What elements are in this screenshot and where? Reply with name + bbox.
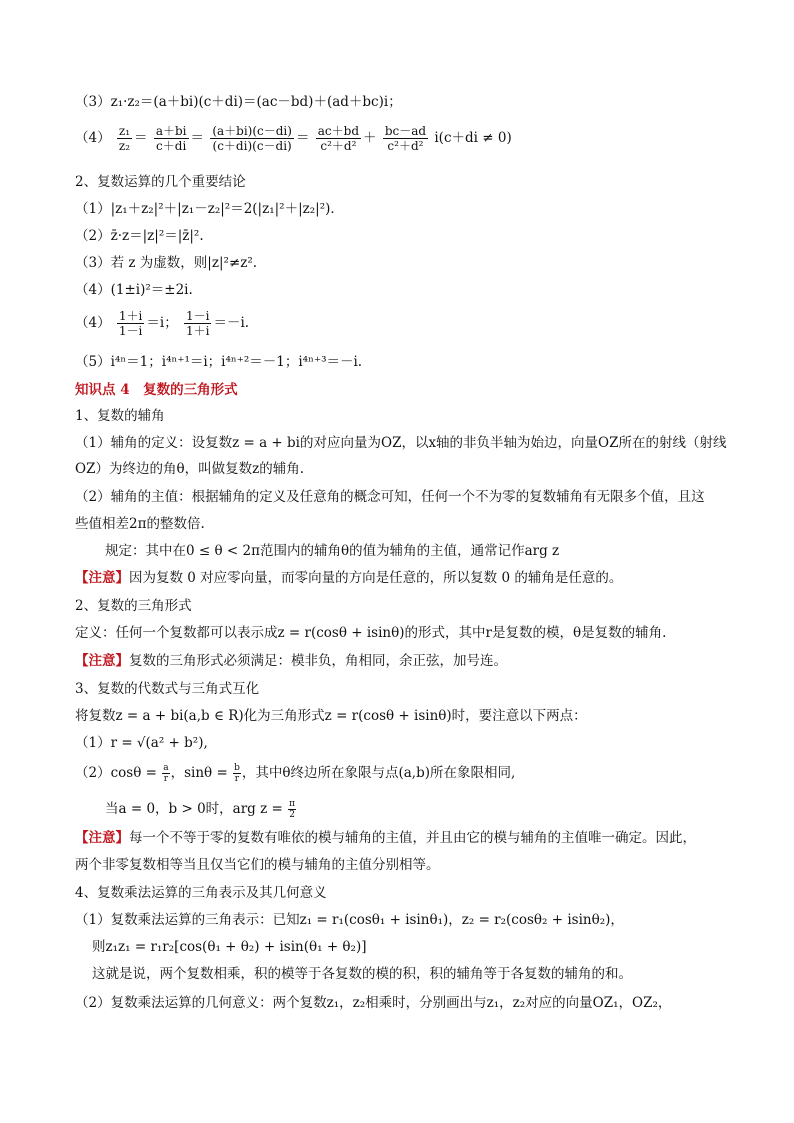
formula-division-suffix: i(c＋di ≠ 0) xyxy=(434,130,512,146)
note-3-line2: 两个非零复数相等当且仅当它们的模与辅角的主值分别相等。 xyxy=(75,857,440,873)
subsection-heading: 3、复数的代数式与三角式互化 xyxy=(75,681,260,697)
note-1: 【注意】因为复数 0 对应零向量，而零向量的方向是任意的，所以复数 0 的辅角是任意的。 xyxy=(75,570,623,586)
argument-definition-line1: （1）辅角的定义：设复数z = a + bi的对应向量为OZ，以x轴的非负半轴为始边，向量OZ所在的射线（射线 xyxy=(75,435,727,451)
fraction: $\frac{1-i}{1+i}$ xyxy=(186,309,210,338)
conversion-intro: 将复数z = a + bi(a,b ∈ R)化为三角形式z = r(cosθ + isinθ)时，要注意以下两点： xyxy=(75,708,587,724)
multiplication-geometry: （2）复数乘法运算的几何意义：两个复数z₁，z₂相乘时，分别画出与z₁，z₂对应的向量OZ₁，OZ₂， xyxy=(75,995,672,1011)
principal-value-line2: 些值相差2π的整数倍. xyxy=(75,516,205,532)
note-tag: 【注意】 xyxy=(75,653,129,669)
fraction: $\frac{(a+bi)(c-di)}{(c+di)(c-di)}$ xyxy=(212,124,292,153)
conclusion-1: （1）|z₁＋z₂|²＋|z₁－z₂|²＝2(|z₁|²＋|z₂|²)． xyxy=(75,201,344,217)
section-heading: 2、复数运算的几个重要结论 xyxy=(75,174,246,190)
conclusion-4: （4）(1±i)²＝±2i. xyxy=(75,282,193,298)
fraction: $\frac{b}{r}$ xyxy=(234,763,240,784)
subsection-heading: 1、复数的辅角 xyxy=(75,408,165,424)
fraction: $\frac{a+bi}{c+di}$ xyxy=(155,124,187,153)
conversion-special-case: 当a = 0，b > 0时，arg z = $\frac{\pi}{2}$ xyxy=(105,799,296,820)
multiplication-trig-line1: （1）复数乘法运算的三角表示：已知z₁ = r₁(cosθ₁ + isinθ₁)，z₂ = r₂(cosθ₂ + isinθ₂)， xyxy=(75,912,624,928)
subsection-heading: 2、复数的三角形式 xyxy=(75,598,192,614)
formula-division: （4） $\frac{\text{z₁}}{\text{z₂}}$ ＝ $\frac{a+bi}{c+di}$ ＝ $\frac{(a+bi)(c-di)}{(c+di)(c-di)}$ ＝ $\frac{ac+bd}{\text{c²＋d²}}$ ＋ $\frac{bc-ad}{\text{c²＋d²}}$ i(c＋di ≠ 0) xyxy=(75,124,512,153)
principal-value-line1: （2）辅角的主值：根据辅角的定义及任意角的概念可知，任何一个不为零的复数辅角有无限多个值，且这 xyxy=(75,489,705,505)
conversion-point-2: （2）cosθ = $\frac{a}{r}$ ，sinθ = $\frac{b}{r}$ ，其中θ终边所在象限与点(a,b)所在象限相同, xyxy=(75,763,516,784)
conclusion-6: （5）i⁴ⁿ＝1；i⁴ⁿ⁺¹＝i；i⁴ⁿ⁺²＝－1；i⁴ⁿ⁺³＝－i. xyxy=(75,354,363,370)
trig-form-definition: 定义：任何一个复数都可以表示成z = r(cosθ + isinθ)的形式，其中r是复数的模，θ是复数的辅角. xyxy=(75,625,667,641)
multiplication-trig-line2: 则z₁z₁ = r₁r₂[cos(θ₁ + θ₂) + isin(θ₁ + θ₂)] xyxy=(92,939,367,955)
conclusion-2: （2）z̄·z＝|z|²＝|z̄|². xyxy=(75,228,204,244)
note-2: 【注意】复数的三角形式必须满足：模非负，角相同，余正弦，加号连。 xyxy=(75,653,507,669)
principal-value-rule: 规定：其中在0 ≤ θ < 2π范围内的辅角θ的值为辅角的主值，通常记作arg z xyxy=(105,543,560,559)
fraction: $\frac{a}{r}$ xyxy=(163,763,169,784)
multiplication-trig-line3: 这就是说，两个复数相乘，积的模等于各复数的模的积，积的辅角等于各复数的辅角的和。 xyxy=(92,966,632,982)
conclusion-3: （3）若 z 为虚数，则|z|²≠z². xyxy=(75,255,258,271)
knowledge-point-heading: 知识点 4 复数的三角形式 xyxy=(75,382,238,398)
fraction: $\frac{bc-ad}{\text{c²＋d²}}$ xyxy=(384,124,427,153)
note-3-line1: 【注意】每一个不等于零的复数有唯依的模与辅角的主值，并且由它的模与辅角的主值唯一确定。因此， xyxy=(75,830,696,846)
formula-multiplication: （3）z₁·z₂＝(a＋bi)(c＋di)＝(ac－bd)＋(ad＋bc)i； xyxy=(75,94,402,110)
fraction: $\frac{1+i}{1-i}$ xyxy=(118,309,143,338)
conclusion-5: （4） $\frac{1+i}{1-i}$ ＝i； $\frac{1-i}{1+i}$ ＝－i. xyxy=(75,309,250,338)
argument-definition-line2: OZ）为终边的角θ，叫做复数z的辅角. xyxy=(75,461,304,477)
fraction: $\frac{\text{z₁}}{\text{z₂}}$ xyxy=(118,124,131,153)
conversion-point-1: （1）r = √(a² + b²), xyxy=(75,735,208,751)
subsection-heading: 4、复数乘法运算的三角表示及其几何意义 xyxy=(75,885,327,901)
note-tag: 【注意】 xyxy=(75,570,129,586)
note-tag: 【注意】 xyxy=(75,830,129,846)
fraction: $\frac{ac+bd}{\text{c²＋d²}}$ xyxy=(317,124,360,153)
formula-division-prefix: （4） xyxy=(75,130,111,146)
fraction: $\frac{\pi}{2}$ xyxy=(289,799,296,820)
